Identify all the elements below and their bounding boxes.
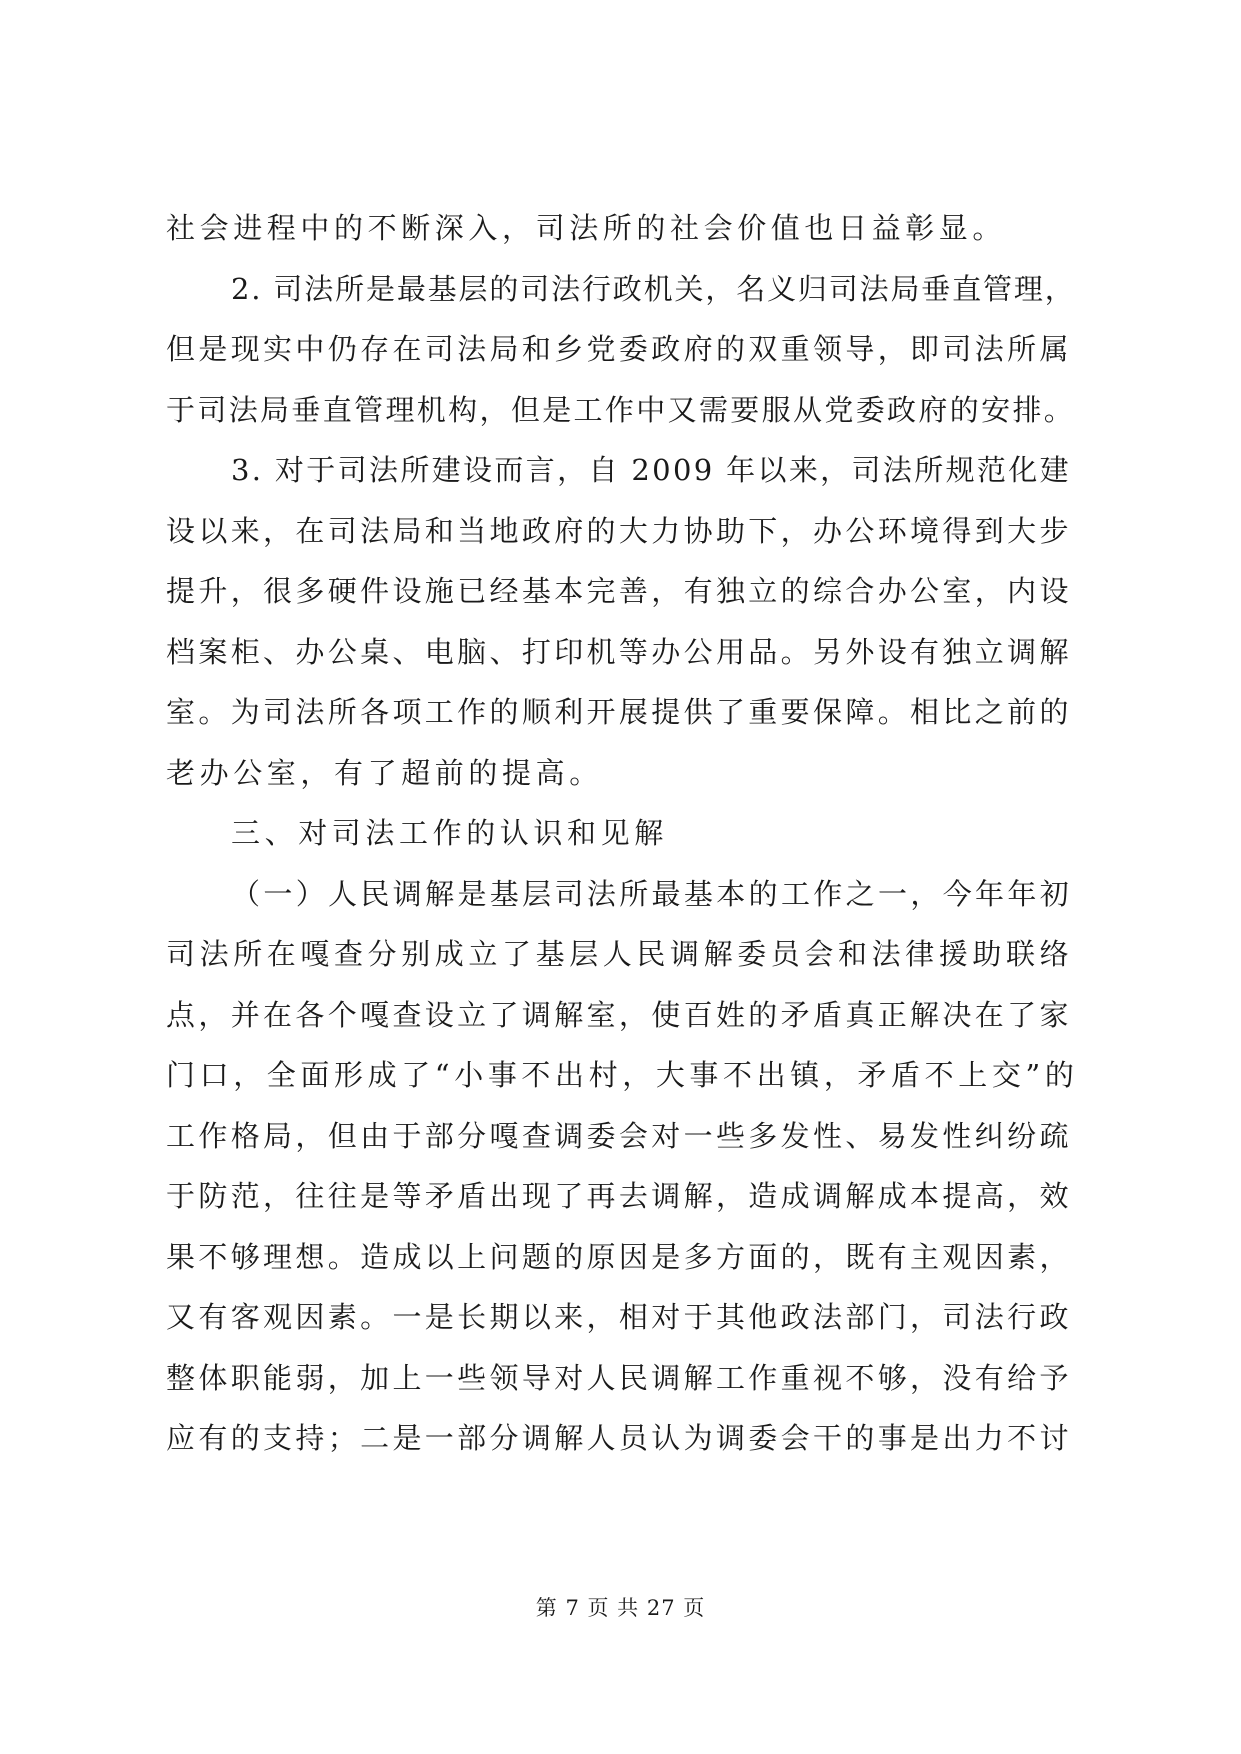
page-number: 第 7 页 共 27 页: [535, 1596, 706, 1620]
text-line: 又有客观因素。一是长期以来，相对于其他政法部门，司法行政: [166, 1300, 1072, 1334]
text-line: 于司法局垂直管理机构，但是工作中又需要服从党委政府的安排。: [166, 392, 1076, 427]
text-line: 社会进程中的不断深入，司法所的社会价值也日益彰显。: [166, 211, 1007, 245]
text-line: 3. 对于司法所建设而言，自 2009 年以来，司法所规范化建: [231, 453, 1071, 487]
section-heading: 三、对司法工作的认识和见解: [231, 816, 668, 850]
text-line: 2. 司法所是最基层的司法行政机关，名义归司法局垂直管理，: [231, 271, 1076, 306]
text-line: 档案柜、办公桌、电脑、打印机等办公用品。另外设有独立调解: [166, 634, 1072, 669]
text-line: 提升，很多硬件设施已经基本完善，有独立的综合办公室，内设: [166, 574, 1072, 608]
text-line: 点，并在各个嘎查设立了调解室，使百姓的矛盾真正解决在了家: [166, 997, 1072, 1032]
text-line: 于防范，往往是等矛盾出现了再去调解，造成调解成本提高，效: [166, 1179, 1072, 1213]
text-line: （一）人民调解是基层司法所最基本的工作之一，今年年初: [231, 876, 1073, 911]
text-line: 室。为司法所各项工作的顺利开展提供了重要保障。相比之前的: [166, 695, 1072, 729]
text-line: 设以来，在司法局和当地政府的大力协助下，办公环境得到大步: [166, 513, 1072, 548]
text-line: 门口，全面形成了“小事不出村，大事不出镇，矛盾不上交”的: [166, 1058, 1079, 1092]
text-line: 工作格局，但由于部分嘎查调委会对一些多发性、易发性纠纷疏: [166, 1118, 1072, 1153]
text-line: 但是现实中仍存在司法局和乡党委政府的双重领导，即司法所属: [166, 332, 1072, 366]
text-line: 应有的支持；二是一部分调解人员认为调委会干的事是出力不讨: [166, 1421, 1072, 1455]
text-line: 司法所在嘎查分别成立了基层人民调解委员会和法律援助联络: [166, 937, 1074, 971]
text-line: 老办公室，有了超前的提高。: [166, 755, 603, 790]
document-body: [166, 198, 1078, 1469]
text-line: 果不够理想。造成以上问题的原因是多方面的，既有主观因素，: [166, 1239, 1072, 1274]
text-line: 整体职能弱，加上一些领导对人民调解工作重视不够，没有给予: [166, 1360, 1072, 1395]
